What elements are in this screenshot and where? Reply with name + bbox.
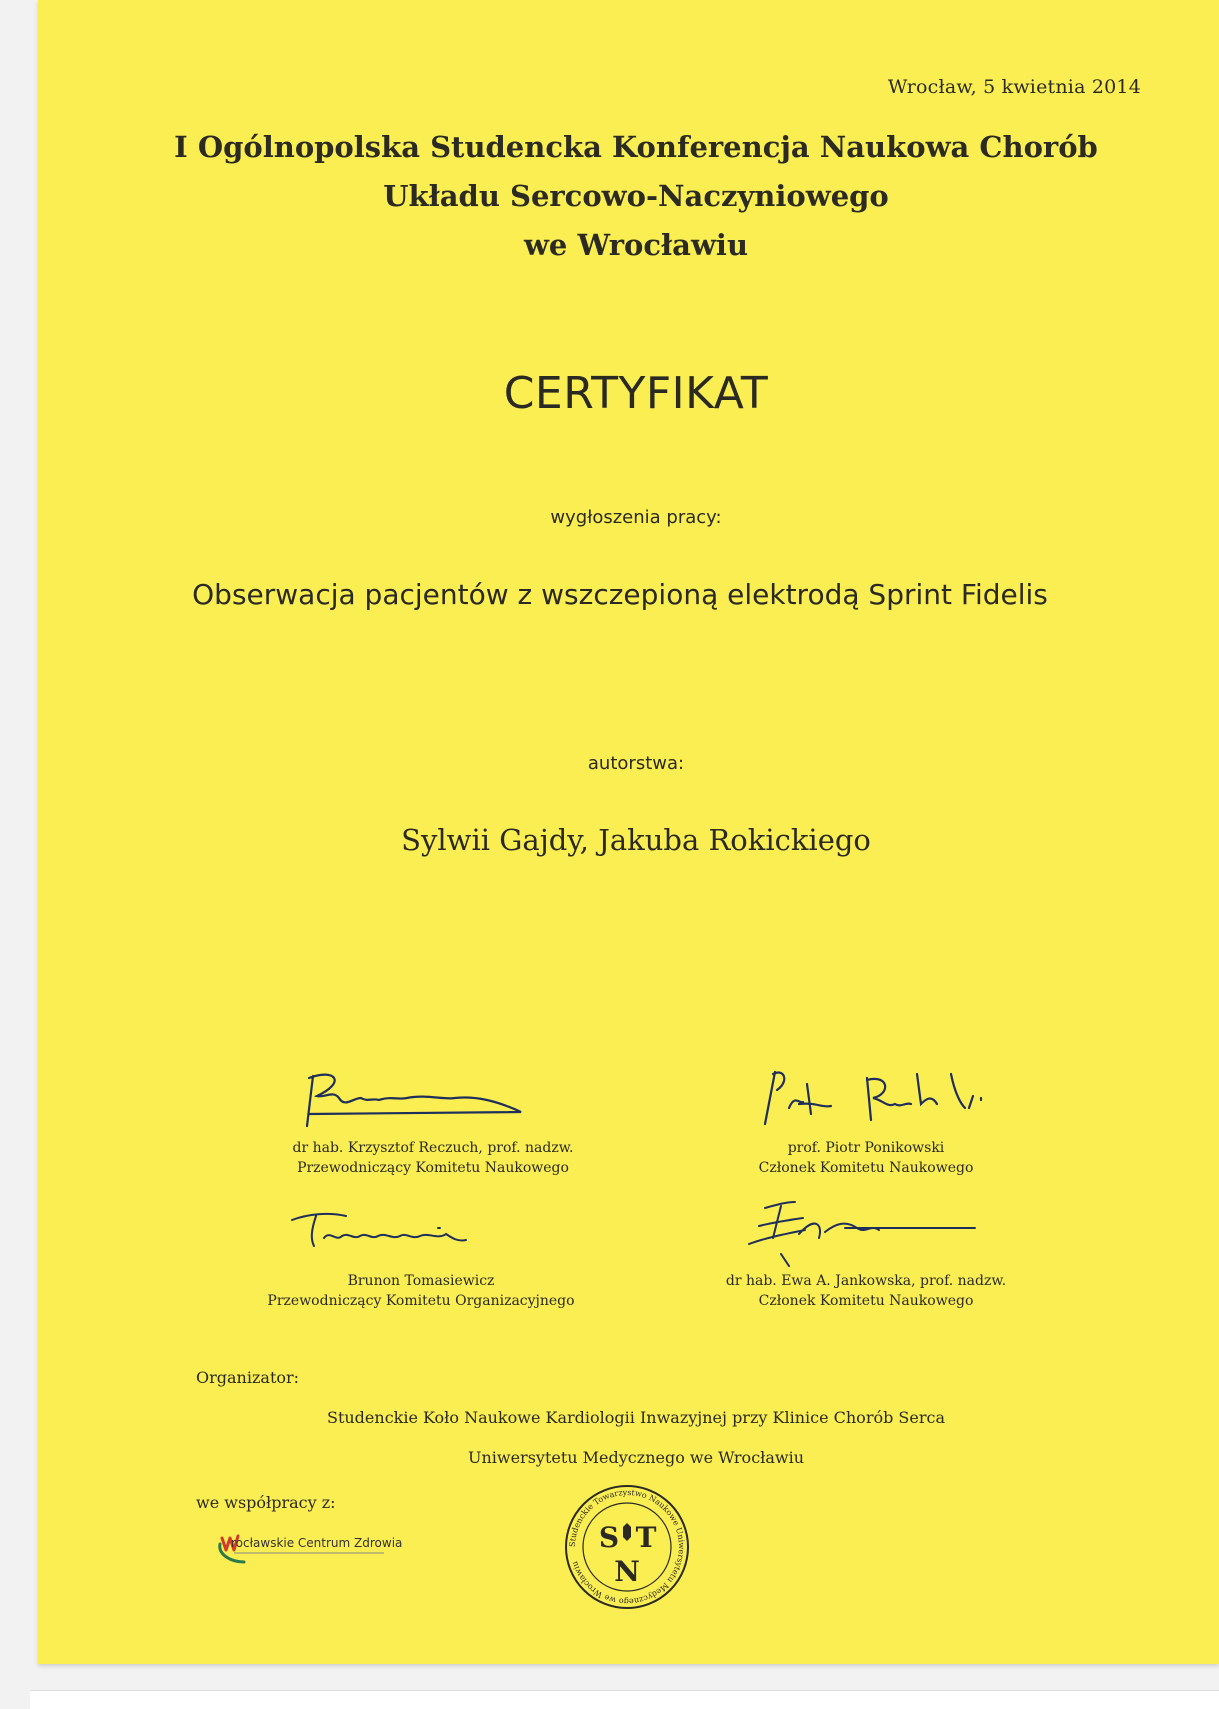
- work-title: Obserwacja pacjentów z wszczepioną elektrodą Sprint Fidelis: [192, 578, 1048, 611]
- signatory-1-name: dr hab. Krzysztof Reczuch, prof. nadzw.: [292, 1140, 574, 1156]
- partner-logo-text: rocławskie Centrum Zdrowia: [231, 1536, 403, 1550]
- presentation-label: wygłoszenia pracy:: [550, 507, 722, 528]
- stn-seal: [563, 1483, 691, 1611]
- partner-logo-subtitle: [234, 1552, 384, 1554]
- cooperation-label: we współpracy z:: [196, 1493, 336, 1512]
- signatory-3-name: Brunon Tomasiewicz: [347, 1273, 495, 1289]
- signatory-1-role: Przewodniczący Komitetu Naukowego: [297, 1160, 569, 1176]
- signatory-1: [253, 1138, 613, 1178]
- signatory-4-role: Członek Komitetu Naukowego: [758, 1293, 974, 1309]
- signatory-4: [686, 1271, 1046, 1311]
- authors-label: autorstwa:: [587, 753, 685, 774]
- organizer-label: Organizator:: [196, 1368, 300, 1387]
- wroclaw-health-centre-logo: [216, 1522, 406, 1572]
- organizer-line-2: Uniwersytetu Medycznego we Wrocławiu: [467, 1448, 804, 1467]
- next-page-edge: [30, 1690, 1219, 1709]
- conference-title: [0, 123, 1219, 270]
- signature-ponikowski: [755, 1064, 1015, 1134]
- conference-title-line-3: we Wrocławiu: [523, 228, 749, 262]
- signature-tomasiewicz: [288, 1202, 488, 1252]
- conference-title-line-2: Układu Sercowo-Naczyniowego: [383, 179, 889, 213]
- seal-letter-s: S: [598, 1521, 620, 1554]
- signatory-4-name: dr hab. Ewa A. Jankowska, prof. nadzw.: [725, 1273, 1007, 1289]
- eagle-emblem-icon: [623, 1523, 631, 1541]
- seal-ring-text: Studenckie Towarzystwo Naukowe Uniwersytetu Medycznego we Wrocławiu: [567, 1487, 687, 1607]
- organizer-line-1: Studenckie Koło Naukowe Kardiologii Inwazyjnej przy Klinice Chorób Serca: [326, 1408, 945, 1427]
- issue-date: Wrocław, 5 kwietnia 2014: [887, 76, 1141, 98]
- conference-title-line-1: I Ogólnopolska Studencka Konferencja Naukowa Chorób: [174, 130, 1098, 164]
- authors-names: Sylwii Gajdy, Jakuba Rokickiego: [401, 823, 871, 857]
- signatory-2: [686, 1138, 1046, 1178]
- seal-letter-n: N: [614, 1555, 640, 1588]
- signatory-2-name: prof. Piotr Ponikowski: [787, 1140, 945, 1156]
- signatory-2-role: Członek Komitetu Naukowego: [758, 1160, 974, 1176]
- signatory-3-role: Przewodniczący Komitetu Organizacyjnego: [267, 1293, 575, 1309]
- signatory-3: [241, 1271, 601, 1311]
- certificate-heading: CERTYFIKAT: [503, 368, 769, 419]
- seal-letter-t: T: [635, 1521, 657, 1554]
- signature-jankowska: [745, 1194, 985, 1274]
- signature-reczuch: [295, 1068, 535, 1138]
